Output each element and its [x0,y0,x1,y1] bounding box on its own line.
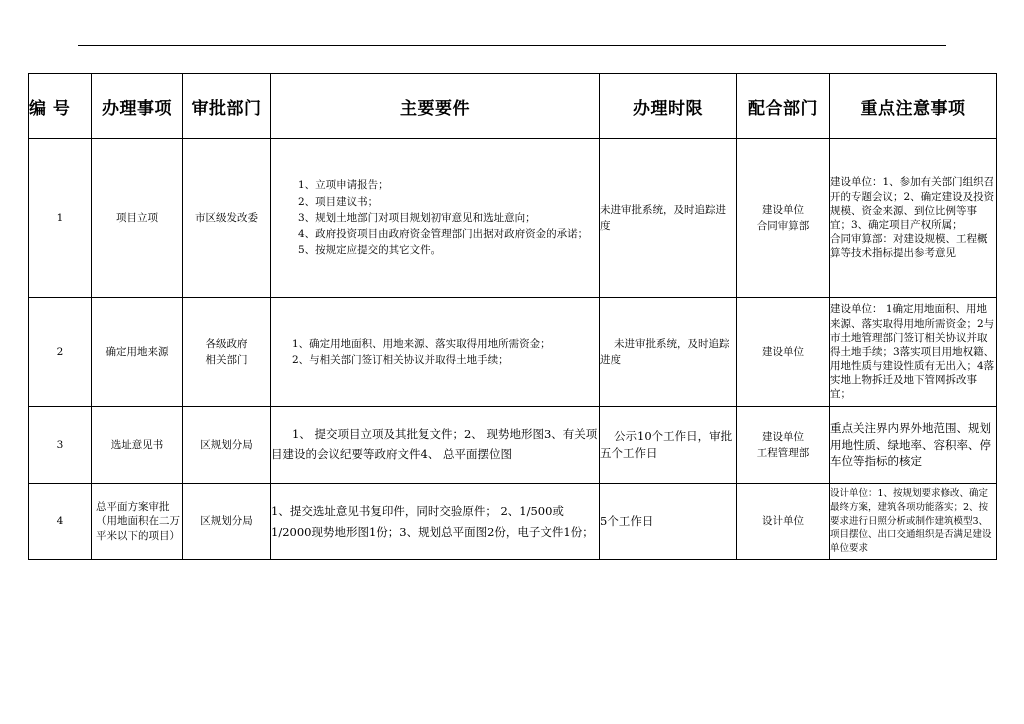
doc-line: 1、立项申请报告； [298,179,389,192]
header-dept: 审批部门 [183,74,271,139]
row-no: 4 [29,484,92,560]
row-notes: 建设单位： 1确定用地面积、用地来源、落实取得用地所需资金；2与市土地管理部门签订相关协议并取得土地手续；3落实项目用地权籍、用地性质与建设性质有无出入；4落实地上物拆迁及地下管网拆改事宜； [830,298,997,407]
header-time: 办理时限 [600,74,737,139]
doc-line: 2、与相关部门签订相关协议并取得土地手续； [292,354,509,366]
header-row [29,74,997,139]
doc-line: 5、按规定应提交的其它文件。 [298,244,442,257]
doc-line: 1、确定用地面积、用地来源、落实取得用地所需资金； [292,337,551,350]
row-no: 3 [29,407,92,484]
row-docs [271,139,600,298]
row-coop [737,139,830,298]
row-dept: 市区级发改委 [183,139,271,298]
row-item: 项目立项 [92,139,183,298]
header-docs: 主要要件 [271,74,600,139]
row-time: 公示10个工作日，审批五个工作日 [600,407,737,484]
coop-line: 建设单位 [762,345,804,358]
row-docs: 1、提交选址意见书复印件，同时交验原件； 2、1/500或1/2000现势地形图1份；3、规划总平面图2份，电子文件1份； [271,484,600,560]
row-coop [737,484,830,560]
row-coop [737,298,830,407]
doc-line: 4、政府投资项目由政府资金管理部门出据对政府资金的承诺； [298,228,589,241]
header-notes: 重点注意事项 [830,74,997,139]
row-item: 选址意见书 [92,407,183,484]
approval-table [28,73,997,560]
row-time: 未进审批系统，及时追踪进度 [600,298,737,407]
row-dept [183,298,271,407]
header-no: 编 号 [29,74,92,139]
row-no: 2 [29,298,92,407]
coop-line: 工程管理部 [756,447,810,459]
row-time: 5个工作日 [600,484,737,560]
row-dept: 区规划分局 [183,407,271,484]
dept-line: 相关部门 [205,354,248,366]
coop-line: 设计单位 [762,515,804,528]
row-notes: 重点关注界内界外地范围、规划用地性质、绿地率、容积率、停车位等指标的核定 [830,407,997,484]
row-notes: 设计单位：1、按规划要求修改、确定最终方案，建筑各项功能落实；2、按要求进行日照分析或制作建筑模型3、项目摆位、出口交通组织是否满足建设单位要求 [830,484,997,560]
row-dept: 区规划分局 [183,484,271,560]
header-item: 办理事项 [92,74,183,139]
header-coop: 配合部门 [737,74,830,139]
coop-line: 合同审算部 [756,220,810,232]
doc-line: 2、项目建议书； [298,195,379,208]
row-docs [271,298,600,407]
table-row [29,407,997,484]
top-rule [78,45,946,46]
coop-line: 建设单位 [762,430,804,443]
table-row [29,298,997,407]
row-item: 确定用地来源 [92,298,183,407]
row-time: 未进审批系统，及时追踪进度 [600,139,737,298]
table-row [29,484,997,560]
doc-line: 3、规划土地部门对项目规划初审意见和选址意向； [298,211,536,224]
table-row [29,139,997,298]
coop-line: 建设单位 [762,203,804,216]
row-no: 1 [29,139,92,298]
row-docs: 1、 提交项目立项及其批复文件；2、 现势地形图3、有关项目建设的会议纪要等政府文件4、 总平面摆位图 [271,407,600,484]
row-item: 总平面方案审批（用地面积在二万平米以下的项目） [92,484,183,560]
row-notes: 建设单位：1、参加有关部门组织召开的专题会议；2、确定建设及投资规模、资金来源、到位比例等事宜；3、确定项目产权所属； 合同审算部：对建设规模、工程概算等技术指标提出参考意见 [830,139,997,298]
dept-line: 各级政府 [205,337,248,350]
row-coop [737,407,830,484]
